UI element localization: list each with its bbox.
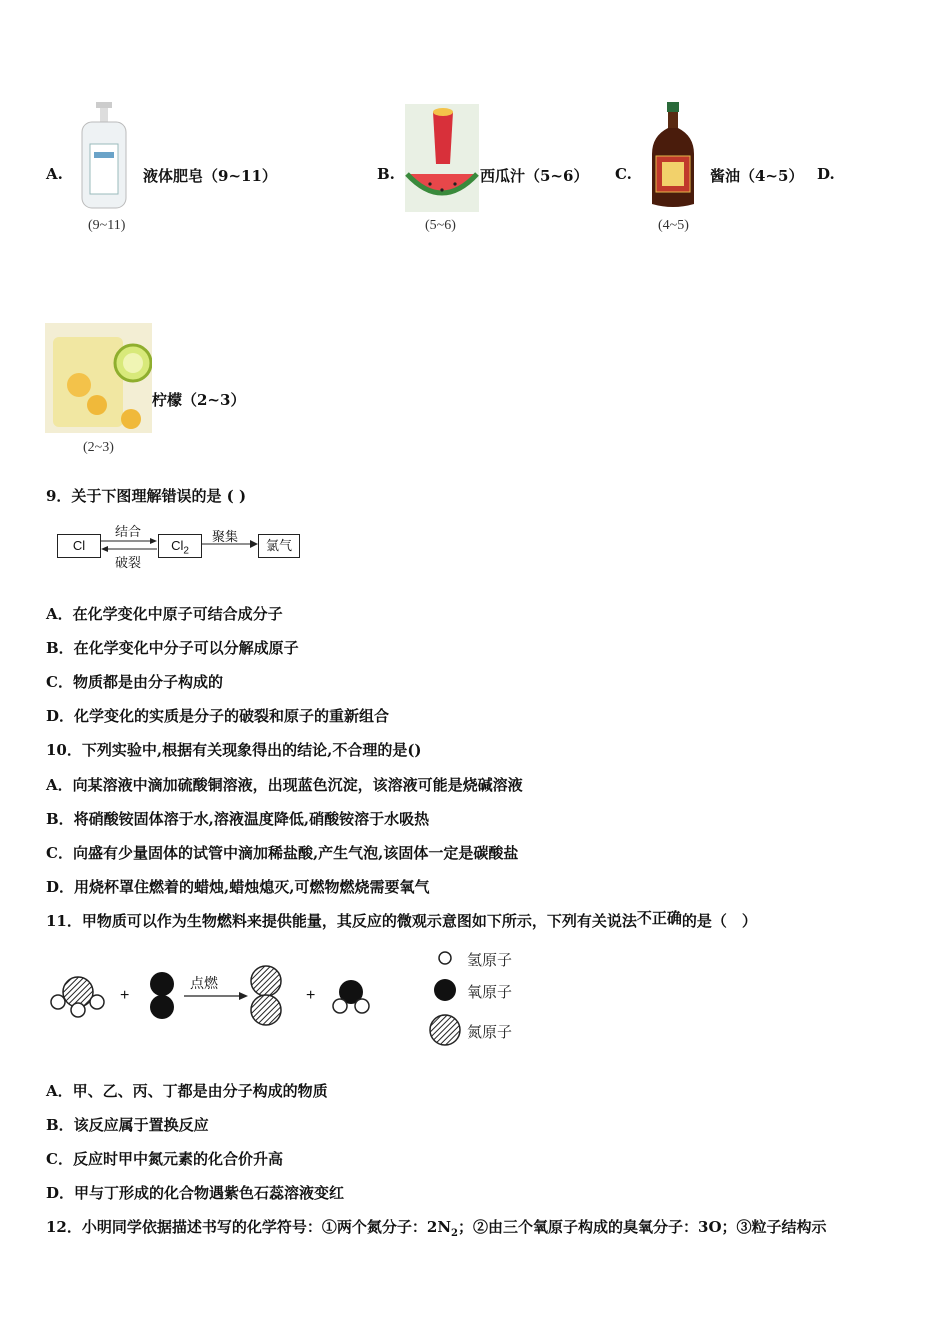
question-11-option-c: C．反应时甲中氮元素的化合价升高	[46, 1150, 283, 1168]
ignition-condition-label: 点燃	[190, 975, 218, 991]
atom-legend-symbols	[425, 946, 465, 1050]
cl-atom-box	[57, 534, 101, 558]
split-label: 破裂	[115, 555, 142, 570]
legend-nitrogen-label: 氮原子	[467, 1024, 513, 1041]
cl2-subscript: 2	[183, 545, 189, 557]
question-9-option-a: A．在化学变化中原子可结合成分子	[46, 605, 283, 623]
question-11-stem-part2: 不正确	[636, 909, 682, 927]
option-b-caption: (5~6)	[425, 218, 456, 233]
chlorine-gas-label: 氯气	[265, 538, 292, 553]
option-a-letter: A.	[46, 165, 63, 183]
product-1-molecule	[251, 966, 281, 1025]
option-c-letter: C.	[615, 165, 632, 183]
question-11-option-d: D．甲与丁形成的化合物遇紫色石蕊溶液变红	[46, 1184, 345, 1202]
hydrogen-atom-symbol	[439, 952, 451, 964]
question-11-stem-part3: 的是（ ）	[681, 912, 757, 930]
legend-hydrogen-label: 氢原子	[467, 952, 513, 969]
option-b-text: 西瓜汁（5~6）	[480, 167, 589, 185]
cl2-molecule-box	[158, 534, 202, 558]
legend-oxygen-label: 氧原子	[467, 984, 513, 1001]
question-10-stem: 10．下列实验中,根据有关现象得出的结论,不合理的是()	[46, 741, 422, 759]
question-11-option-b: B．该反应属于置换反应	[46, 1116, 209, 1134]
product-2-molecule	[333, 980, 369, 1013]
option-d-text: 柠檬（2~3）	[152, 391, 246, 409]
liquid-soap-bottle-image	[78, 100, 130, 210]
question-11-stem-part1: 11．甲物质可以作为生物燃料来提供能量，其反应的微观示意图如下所示，下列有关说法	[46, 912, 637, 930]
plus-sign-1: +	[120, 987, 130, 1004]
combine-label: 结合	[115, 524, 142, 539]
option-c-caption: (4~5)	[658, 218, 689, 233]
reactant-2-molecule	[150, 972, 174, 1019]
question-12-stem-a: 12．小明同学依据描述书写的化学符号：①两个氮分子：2N	[46, 1218, 452, 1236]
lemon-drink-image	[45, 323, 152, 433]
gather-label: 聚集	[212, 529, 239, 544]
question-10-option-d: D．用烧杯罩住燃着的蜡烛,蜡烛熄灭,可燃物燃烧需要氧气	[46, 878, 430, 896]
question-12-stem	[46, 1216, 827, 1239]
question-10-option-a: A．向某溶液中滴加硫酸铜溶液，出现蓝色沉淀，该溶液可能是烧碱溶液	[46, 776, 523, 794]
cl-atom-label: Cl	[72, 538, 86, 553]
cl2-label: Cl	[171, 538, 184, 553]
option-a-caption: (9~11)	[88, 218, 126, 233]
question-12-subscript: 2	[451, 1228, 458, 1239]
option-d-letter: D.	[817, 165, 835, 183]
question-11-option-a: A．甲、乙、丙、丁都是由分子构成的物质	[46, 1082, 328, 1100]
question-9-option-d: D．化学变化的实质是分子的破裂和原子的重新组合	[46, 707, 390, 725]
question-10-option-c: C．向盛有少量固体的试管中滴加稀盐酸,产生气泡,该固体一定是碳酸盐	[46, 844, 519, 862]
question-11-stem	[46, 910, 757, 931]
plus-sign-2: +	[306, 987, 316, 1004]
option-c-text: 酱油（4~5）	[710, 167, 804, 185]
reaction-diagram	[46, 958, 386, 1032]
soy-sauce-bottle-image	[648, 100, 698, 210]
watermelon-juice-image	[405, 104, 479, 212]
question-9-option-c: C．物质都是由分子构成的	[46, 673, 223, 691]
question-9-option-b: B．在化学变化中分子可以分解成原子	[46, 639, 299, 657]
nitrogen-atom-symbol	[430, 1015, 460, 1045]
chlorine-gas-box	[258, 534, 300, 558]
reactant-1-molecule	[51, 977, 104, 1017]
option-d-caption: (2~3)	[83, 440, 114, 455]
option-b-letter: B.	[377, 165, 395, 183]
oxygen-atom-symbol	[434, 979, 456, 1001]
question-9-stem: 9．关于下图理解错误的是 ( )	[46, 487, 247, 505]
gather-arrow	[200, 538, 260, 550]
question-10-option-b: B．将硝酸铵固体溶于水,溶液温度降低,硝酸铵溶于水吸热	[46, 810, 430, 828]
question-12-stem-b: ；②由三个氧原子构成的臭氧分子：3O；③粒子结构示	[458, 1218, 827, 1236]
option-a-text: 液体肥皂（9~11）	[143, 167, 277, 185]
